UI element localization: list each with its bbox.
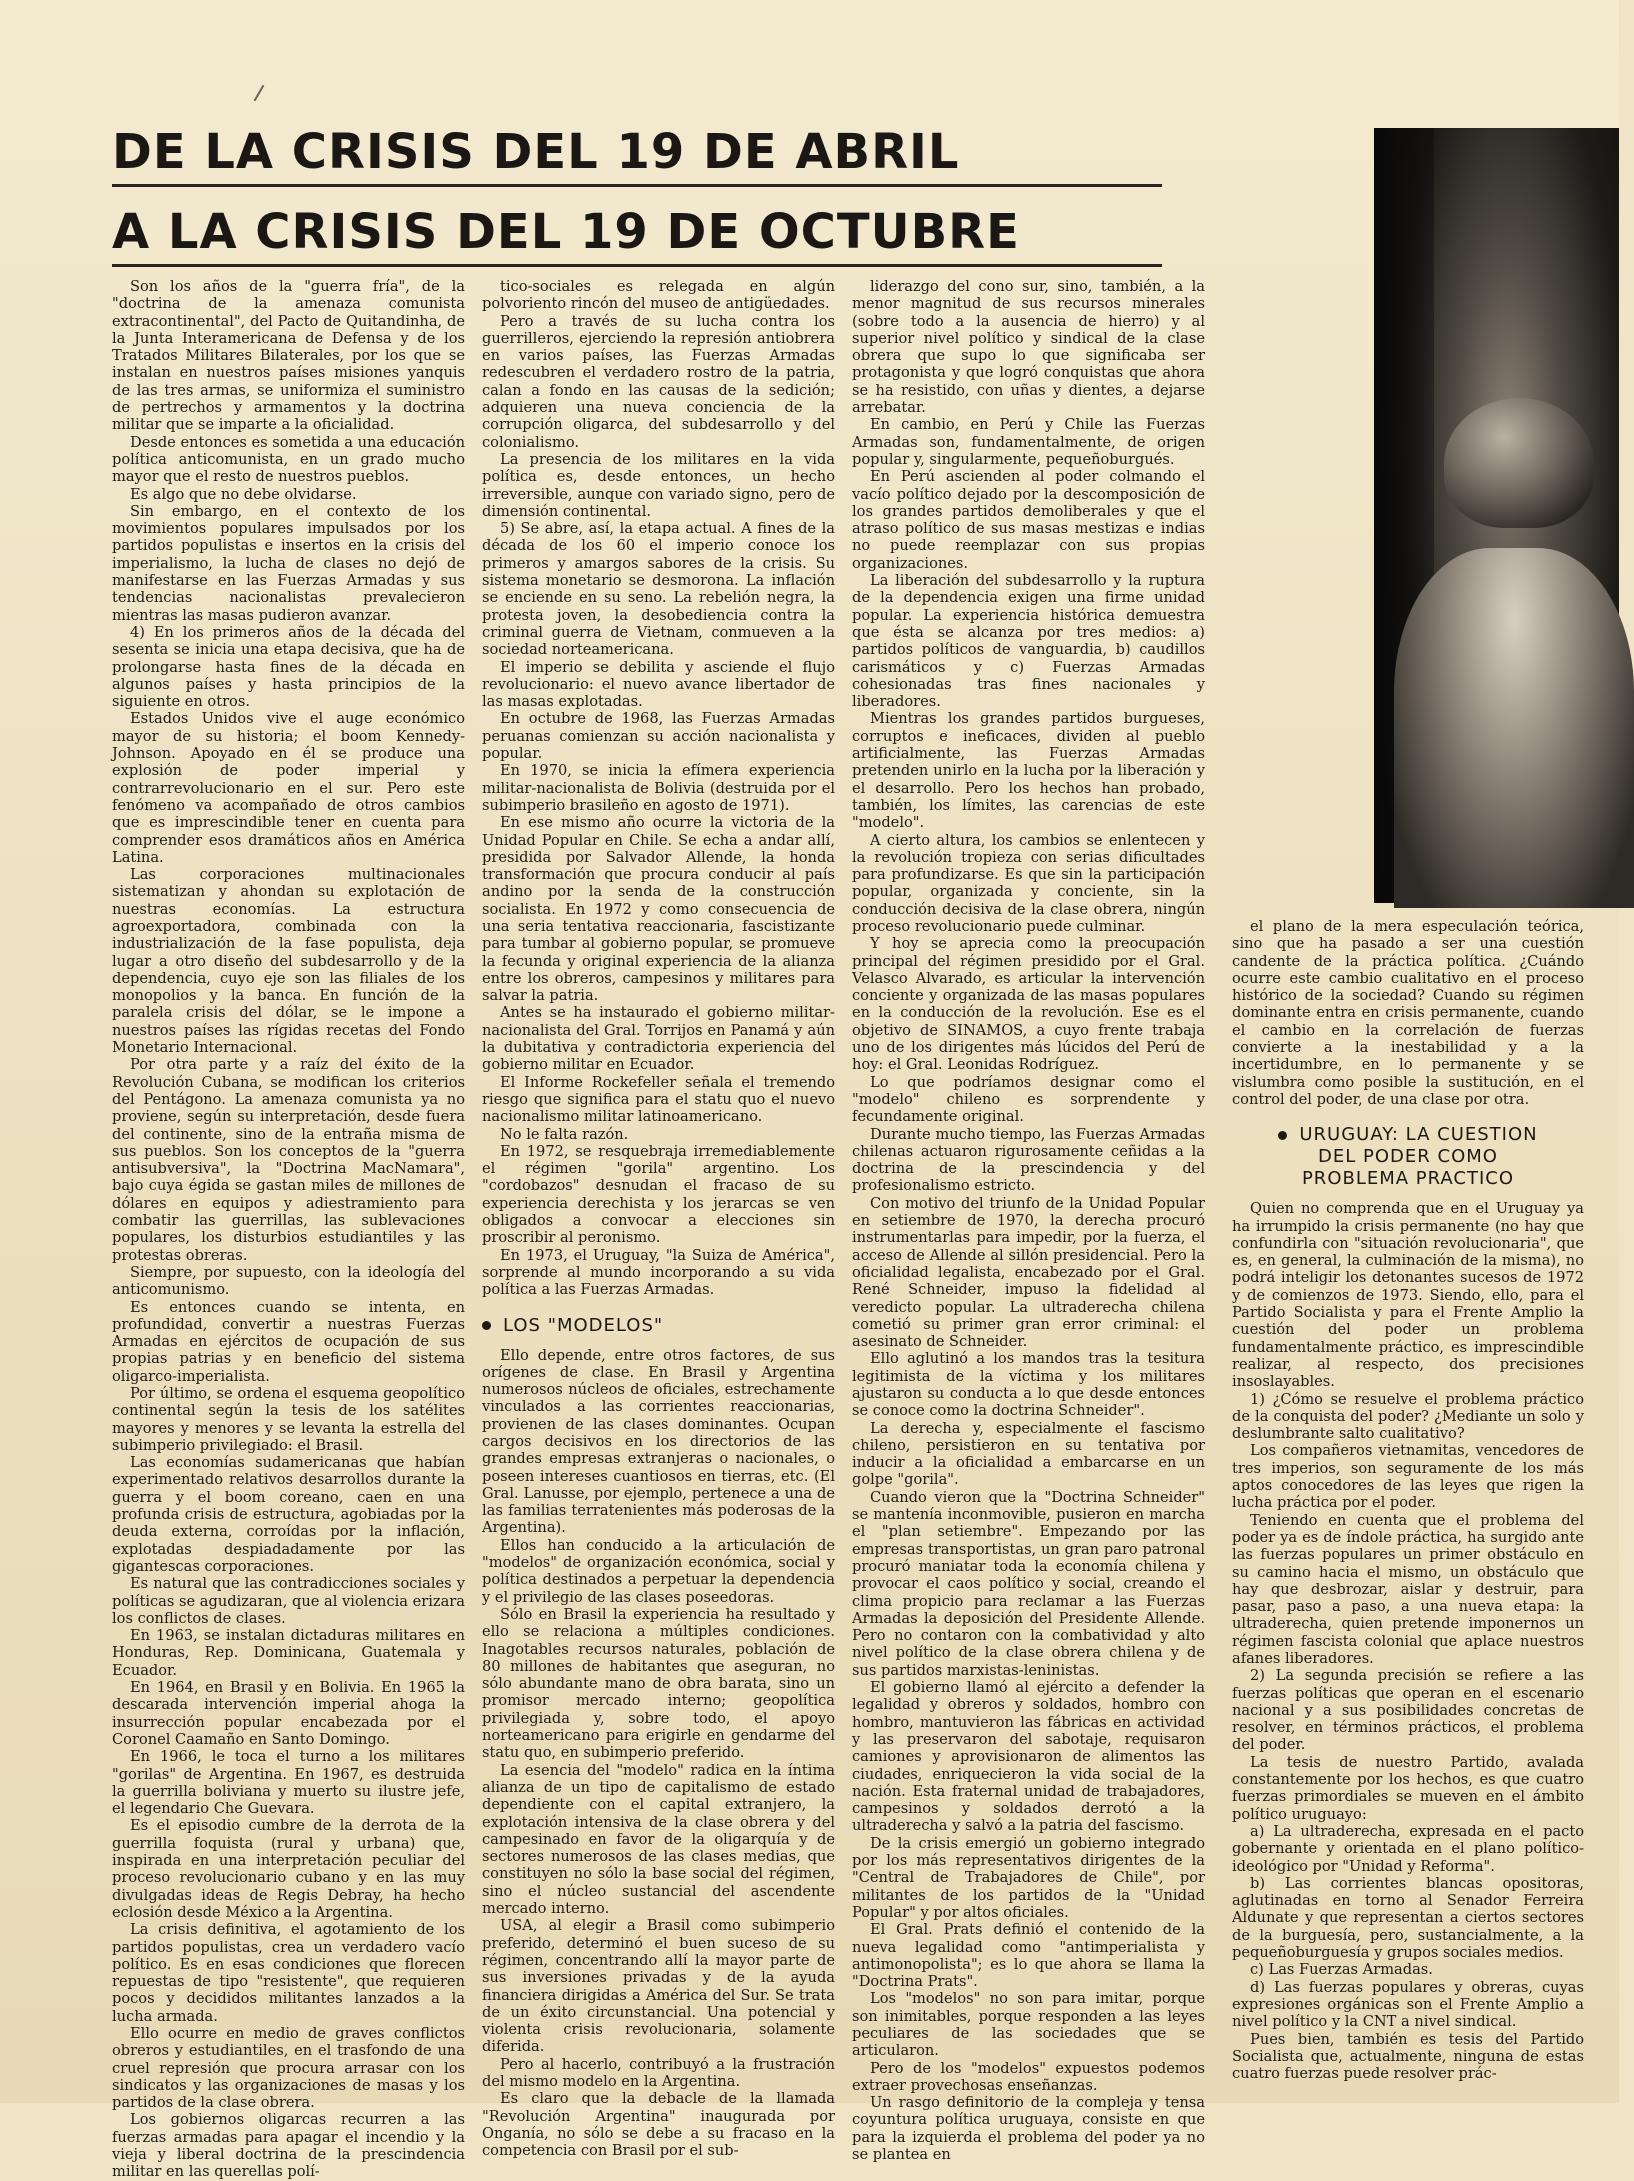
paragraph: No le falta razón. <box>500 1125 629 1143</box>
paragraph: a) La ultraderecha, expresada en el pacto gobernante y orientada en el plano político-ideológico por "Unidad y Reforma". <box>1232 1822 1584 1875</box>
paragraph: Quien no comprenda que en el Uruguay ya ha irrumpido la crisis permanente (no hay que confundirla con "situación revolucionaria", que es, en general, la culminación de la misma), no podrá inteligir los detonantes sucesos de 1972 y de comienzos de 1973. Siendo, ello, para el Partido Socialista y para el Frente Amplio la cuestión del poder un problema fundamentalmente práctico, es imprescindible realizar, al respecto, dos precisiones insoslayables. <box>1232 1200 1584 1391</box>
paragraph: el plano de la mera especulación teórica, sino que ha pasado a ser una cuestión candente de la práctica política. ¿Cuándo ocurre este cambio cualitativo en el proceso histórico de la sociedad? Cuando su régimen dominante entra en crisis permanente, cuando el cambio en la correlación de fuerzas convierte a la inestabilidad y a la incertidumbre, en lo permanente y se vislumbra como posible la sustitución, en el control del poder, de una clase por otra. <box>1232 918 1584 1108</box>
paragraph: Desde entonces es sometida a una educación política anticomunista, en un grado mucho mayor que el resto de nuestros pueblos. <box>112 433 465 486</box>
paragraph: En 1966, le toca el turno a los militares "gorilas" de Argentina. En 1967, es destruida la guerrilla boliviana y muerto su ilustre jefe, el legendario Che Guevara. <box>112 1748 465 1818</box>
section-heading-modelos <box>482 1315 835 1337</box>
paragraph: El Gral. Prats definió el contenido de la nueva legalidad como "antimperialista y antimonopolista"; es lo que ahora se llama la "Doctrina Prats". <box>852 1921 1205 1991</box>
paragraph: El gobierno llamó al ejército a defender la legalidad y obreros y soldados, hombro con hombro, mantuvieron las fábricas en actividad y las preservaron del sabotaje, requisaron camiones y aprovisionaron de alimentos las ciudades, enriquecieron la vida social de la nación. Esta fraternal unidad de trabajadores, campesinos y soldados derrotó a la ultraderecha y salvó a la patria del fascismo. <box>852 1679 1205 1835</box>
paragraph: Es entonces cuando se intenta, en profundidad, convertir a nuestras Fuerzas Armadas en ejércitos de ocupación de sus propias patrias y en beneficio del sistema oligarco-imperialista. <box>112 1298 465 1385</box>
paragraph: El imperio se debilita y asciende el flujo revolucionario: el nuevo avance libertador de las masas explotadas. <box>482 658 835 711</box>
paragraph: Mientras los grandes partidos burgueses, corruptos e ineficaces, dividen al pueblo artificialmente, las Fuerzas Armadas pretenden unirlo en la lucha por la liberación y el desarrollo. Pero los hechos han probado, también, los límites, las carencias de este "modelo". <box>852 710 1205 832</box>
paragraph: La crisis definitiva, el agotamiento de los partidos populistas, crea un verdadero vacío político. Es en esas condiciones que florecen repuestas de tipo "resistente", que requieren pocos y decididos militantes lanzados a la lucha armada. <box>112 1921 465 2025</box>
paragraph: 4) En los primeros años de la década del sesenta se inicia una etapa decisiva, que ha de prolongarse hasta fines de la década en algunos países y hasta principios de la siguiente en otros. <box>112 623 465 711</box>
article-column-1 <box>112 278 465 2181</box>
article-column-3 <box>852 278 1205 2164</box>
paragraph: Las corporaciones multinacionales sistematizan y ahondan su explotación de nuestras economías. La estructura agroexportadora, combinada con la industrialización de la fase populista, deja lugar a otro diseño del subdesarrollo y de la dependencia, cuyo eje son las filiales de los monopolios y la banca. En función de la paralela crisis del dólar, se le impone a nuestros países las rígidas recetas del Fondo Monetario Internacional. <box>112 866 465 1057</box>
headline-line-2: A LA CRISIS DEL 19 DE OCTUBRE <box>112 204 1020 260</box>
paragraph: Es algo que no debe olvidarse. <box>130 485 357 503</box>
paragraph: Pero a través de su lucha contra los guerrilleros, ejerciendo la represión antiobrera en varios países, las Fuerzas Armadas redescubren el verdadero rostro de la patria, calan a fondo en las causas de la sedición; adquieren una nueva conciencia de la corrupción oligarca, del subdesarrollo y del colonialismo. <box>482 312 835 451</box>
paragraph: En Perú ascienden al poder colmando el vacío político dejado por la descomposición de los grandes partidos demoliberales y que el atraso político de sus masas mestizas e indias no puede reemplazar con sus propias organizaciones. <box>852 468 1205 572</box>
paragraph: Pues bien, también es tesis del Partido Socialista que, actualmente, ninguna de estas cuatro fuerzas puede resolver prác- <box>1232 2030 1584 2083</box>
paragraph: Y hoy se aprecia como la preocupación principal del régimen presidido por el Gral. Velasco Alvarado, es articular la intervención conciente y organizada de las masas populares en la conducción de la revolución. Ese es el objetivo de SINAMOS, a cuyo frente trabaja uno de los dirigentes más lúcidos del Perú de hoy: el Gral. Leonidas Rodríguez. <box>852 935 1205 1074</box>
paragraph: Ello aglutinó a los mandos tras la tesitura legitimista de la víctima y los militares ajustaron su conducta a lo que desde entonces se conoce como la doctrina Schneider". <box>852 1350 1205 1420</box>
section-heading-line-2: DEL PODER COMO <box>1318 1146 1498 1168</box>
paragraph: 2) La segunda precisión se refiere a las fuerzas políticas que operan en el escenario nacional y a sus posibilidades concretas de resolver, en términos prácticos, el problema del poder. <box>1232 1667 1584 1754</box>
paragraph: En 1963, se instalan dictaduras militares en Honduras, Rep. Dominicana, Guatemala y Ecuador. <box>112 1627 465 1679</box>
section-heading-line-1: URUGUAY: LA CUESTION <box>1299 1124 1538 1146</box>
article-column-4 <box>1232 918 1584 2083</box>
paragraph: En 1973, el Uruguay, "la Suiza de América", sorprende al mundo incorporando a su vida política a las Fuerzas Armadas. <box>482 1246 835 1299</box>
paragraph: d) Las fuerzas populares y obreras, cuyas expresiones orgánicas son el Frente Amplio a nivel político y la CNT a nivel sindical. <box>1232 1978 1584 2031</box>
paragraph: Antes se ha instaurado el gobierno militar-nacionalista del Gral. Torrijos en Panamá y aún la dubitativa y contradictoria experiencia del gobierno militar en Ecuador. <box>482 1004 835 1074</box>
paragraph: tico-sociales es relegada en algún polvoriento rincón del museo de antigüedades. <box>482 278 835 313</box>
paragraph: Estados Unidos vive el auge económico mayor de su historia; el boom Kennedy-Johnson. Apoyado en él se produce una explosión de poder imperial y contrarrevolucionario en el sur. Pero este fenómeno va acompañado de otros cambios que es imprescindible tener en cuenta para comprender esos dramáticos años en América Latina. <box>112 710 465 866</box>
paragraph: En ese mismo año ocurre la victoria de la Unidad Popular en Chile. Se echa a andar allí, presidida por Salvador Allende, la honda transformación que procura conducir al país andino por la senda de la construcción socialista. En 1972 y como consecuencia de una seria tentativa reaccionaria, fascistizante para tumbar al gobierno popular, se promueve la fecunda y original experiencia de la alianza entre los obreros, campesinos y militares para salvar la patria. <box>482 814 835 1005</box>
article-column-2 <box>482 278 835 2160</box>
paragraph: La liberación del subdesarrollo y la ruptura de la dependencia exigen una firme unidad popular. La experiencia histórica demuestra que ésta se alcanza por tres medios: a) partidos políticos de vanguardia, b) caudillos carismáticos y c) Fuerzas Armadas cohesionadas tras fines nacionales y liberadores. <box>852 572 1205 711</box>
paragraph: Lo que podríamos designar como el "modelo" chileno es sorprendente y fecundamente original. <box>852 1073 1205 1126</box>
headline-rule-2 <box>112 264 1162 267</box>
paragraph: Con motivo del triunfo de la Unidad Popular en setiembre de 1970, la derecha procuró instrumentarlas para impedir, por la fuerza, el acceso de Allende al sillón presidencial. Pero la oficialidad legalista, encabezado por el Gral. René Schneider, impuso la fidelidad al veredicto popular. La ultraderecha chilena cometió su primer gran error criminal: el asesinato de Schneider. <box>852 1194 1205 1351</box>
paragraph: Sólo en Brasil la experiencia ha resultado y ello se relaciona a múltiples condiciones. Inagotables recursos naturales, población de 80 millones de habitantes que aseguran, no sólo abundante mano de obra barata, sino un promisor mercado interno; geopolítica privilegiada y, sobre todo, el apoyo norteamericano para erigirle en gendarme del statu quo, en subimperio preferido. <box>482 1605 835 1762</box>
paragraph: Es natural que las contradicciones sociales y políticas se agudizaran, que al violencia erizara los conflictos de clases. <box>112 1575 465 1627</box>
paragraph: En 1972, se resquebraja irremediablemente el régimen "gorila" argentino. Los "cordobazos" desnudan el fracaso de su experiencia derechista y los jerarcas se ven obligados a convocar a elecciones sin proscribir al peronismo. <box>482 1142 835 1247</box>
section-heading-uruguay <box>1232 1124 1584 1190</box>
paragraph: La presencia de los militares en la vida política es, desde entonces, un hecho irreversible, aunque con variado signo, pero de dimensión continental. <box>482 450 835 520</box>
paragraph: b) Las corrientes blancas opositoras, aglutinadas en torno al Senador Ferreira Aldunate y que representan a ciertos sectores de la burguesía, pero, sustancialmente, a la pequeñoburguesía y grupos sociales medios. <box>1232 1874 1584 1962</box>
bullet-icon <box>482 1321 491 1330</box>
paragraph: 5) Se abre, así, la etapa actual. A fines de la década de los 60 el imperio conoce los primeros y amargos sabores de la crisis. Su sistema monetario se desmorona. La inflación se enciende en su seno. La rebelión negra, la protesta joven, la desobediencia contra la criminal guerra de Vietnam, conmueven a la sociedad norteamericana. <box>482 520 835 659</box>
paragraph: Un rasgo definitorio de la compleja y tensa coyuntura política uruguaya, consiste en que para la izquierda el problema del poder ya no se plantea en <box>852 2094 1205 2164</box>
paragraph: liderazgo del cono sur, sino, también, a la menor magnitud de sus recursos minerales (sobre todo a la ausencia de hierro) y al superior nivel político y sindical de la clase obrera que supo lo que significaba ser protagonista y que logró conquistas que ahora se ha resistido, con uñas y dientes, a dejarse arrebatar. <box>852 278 1205 417</box>
paragraph: La esencia del "modelo" radica en la íntima alianza de un tipo de capitalismo de estado dependiente con el capital extranjero, la explotación intensiva de la clase obrera y del campesinado en favor de la oligarquía y de sectores numerosos de las clases medias, que constituyen no sólo la base social del régimen, sino el núcleo sustancial del ascendente mercado interno. <box>482 1761 835 1918</box>
paragraph: A cierto altura, los cambios se enlentecen y la revolución tropieza con serias dificultades para profundizarse. Es que sin la participación popular, organizada y conciente, sin la conducción decisiva de la clase obrera, ningún proceso revolucionario puede culminar. <box>852 831 1205 935</box>
paragraph: Por último, se ordena el esquema geopolítico continental según la tesis de los satélites mayores y menores y se levanta la estrella del subimperio privilegiado: el Brasil. <box>112 1385 465 1454</box>
headline-line-1: DE LA CRISIS DEL 19 DE ABRIL <box>112 124 960 180</box>
paragraph: Por otra parte y a raíz del éxito de la Revolución Cubana, se modifican los criterios del Pentágono. La amenaza comunista ya no proviene, según su interpretación, desde fuera del continente, sino de la entraña misma de sus pueblos. Son los conceptos de la "guerra antisubversiva", la "Doctrina MacNamara", bajo cuya égida se gastan miles de millones de dólares en equipos y adiestramiento para combatir las guerrillas, las sublevaciones populares, los disturbios estudiantiles y las protestas obreras. <box>112 1056 465 1264</box>
paragraph: La tesis de nuestro Partido, avalada constantemente por los hechos, es que cuatro fuerzas primordiales se mueven en el ámbito político uruguayo: <box>1232 1753 1584 1823</box>
paragraph: En octubre de 1968, las Fuerzas Armadas peruanas comienzan su acción nacionalista y popular. <box>482 710 835 763</box>
paragraph: USA, al elegir a Brasil como subimperio preferido, determinó el buen suceso de su régimen, concentrando allí la mayor parte de sus inversiones privadas y de la ayuda financiera dirigidas a América del Sur. Se trata de un éxito circunstancial. Una potencial y violenta crisis revolucionaria, solamente diferida. <box>482 1917 835 2056</box>
bullet-icon <box>1278 1131 1287 1140</box>
paragraph: Las economías sudamericanas que habían experimentado relativos desarrollos durante la guerra y el boom coreano, caen en una profunda crisis de estructura, agobiadas por la deuda externa, corroídas por la inflación, explotadas despiadadamente por las gigantescas corporaciones. <box>112 1454 465 1575</box>
paragraph: Siempre, por supuesto, con la ideología del anticomunismo. <box>112 1263 465 1299</box>
section-heading-text: LOS "MODELOS" <box>503 1314 664 1336</box>
paragraph: El Informe Rockefeller señala el tremendo riesgo que significa para el statu quo el nuevo nacionalismo militar latinoamericano. <box>482 1073 835 1126</box>
paragraph: c) Las Fuerzas Armadas. <box>1250 1961 1433 1979</box>
paragraph: Pero al hacerlo, contribuyó a la frustración del mismo modelo en la Argentina. <box>482 2055 835 2090</box>
section-heading-line-3: PROBLEMA PRACTICO <box>1301 1168 1515 1190</box>
paragraph: Los "modelos" no son para imitar, porque son inimitables, porque responden a las leyes peculiares de las sociedades que se articularon. <box>852 1990 1205 2060</box>
paragraph: Cuando vieron que la "Doctrina Schneider" se mantenía inconmovible, pusieron en marcha el "plan setiembre". Empezando por las empresas transportistas, un gran paro patronal procuró maniatar toda la economía chilena y provocar el caos político y social, creando el clima propicio para reclamar a las Fuerzas Armadas la deposición del Presidente Allende. Pero no contaron con la combatividad y alto nivel político de la clase obrera chilena y de sus partidos marxistas-leninistas. <box>852 1488 1205 1679</box>
paragraph: Sin embargo, en el contexto de los movimientos populares impulsados por los partidos populistas e insertos en la crisis del imperialismo, la lucha de clases no dejó de manifestarse en las Fuerzas Armadas y sus tendencias nacionalistas prevalecieron mientras las masas pudieron avanzar. <box>112 502 465 624</box>
paragraph: Ello ocurre en medio de graves conflictos obreros y estudiantiles, en el trasfondo de una cruel represión que procura arrasar con los sindicatos y las organizaciones de masas y los partidos de la clase obrera. <box>112 2024 465 2112</box>
paragraph: En 1964, en Brasil y en Bolivia. En 1965 la descarada intervención imperial ahoga la insurrección popular encabezada por el Coronel Caamaño en Santo Domingo. <box>112 1679 465 1748</box>
headline-rule-1 <box>112 184 1162 187</box>
figure-shape <box>1394 548 1634 908</box>
paragraph: En 1970, se inicia la efímera experiencia militar-nacionalista de Bolivia (destruida por el subimperio brasileño en agosto de 1971). <box>482 762 835 814</box>
photo-soldier-helmet-icon <box>1374 128 1619 903</box>
helmet-shape <box>1444 398 1594 528</box>
paragraph: Los gobiernos oligarcas recurren a las fuerzas armadas para apagar el incendio y la vieja y liberal doctrina de la prescindencia militar en las querellas polí- <box>112 2111 465 2181</box>
paragraph: Ellos han conducido a la articulación de "modelos" de organización económica, social y política destinados a perpetuar la dependencia y el privilegio de las clases poseedoras. <box>482 1536 835 1606</box>
paragraph: Teniendo en cuenta que el problema del poder ya es de índole práctica, ha surgido ante las fuerzas populares un primer obstáculo en su camino hacia el mismo, un obstáculo que hay que desbrozar, aislar y destruir, para pasar, paso a paso, a una nueva etapa: la ultraderecha, quien pretende imponernos un régimen fascista colonial que aplace nuestros afanes liberadores. <box>1232 1511 1584 1667</box>
paragraph: Es el episodio cumbre de la derrota de la guerrilla foquista (rural y urbana) que, inspirada en una interpretación peculiar del proceso revolucionario cubano y en las muy divulgadas ideas de Regis Debray, ha hecho eclosión desde México a la Argentina. <box>112 1817 465 1921</box>
paragraph: 1) ¿Cómo se resuelve el problema práctico de la conquista del poder? ¿Mediante un solo y deslumbrante salto cualitativo? <box>1232 1390 1584 1443</box>
paragraph: De la crisis emergió un gobierno integrado por los más representativos dirigentes de la "Central de Trabajadores de Chile", por militantes de los partidos de la "Unidad Popular" y por altos oficiales. <box>852 1834 1205 1921</box>
pen-mark <box>254 85 265 102</box>
paragraph: Es claro que la debacle de la llamada "Revolución Argentina" inaugurada por Onganía, no sólo se debe a su fracaso en la competencia con Brasil por el sub- <box>482 2090 835 2160</box>
paragraph: Ello depende, entre otros factores, de sus orígenes de clase. En Brasil y Argentina numerosos núcleos de oficiales, estrechamente vinculados a las corrientes reaccionarias, provienen de las clases dominantes. Ocupan cargos decisivos en los directorios de las grandes empresas extranjeras o nacionales, o poseen intereses cuantiosos en tierras, etc. (El Gral. Lanusse, por ejemplo, pertenece a una de las familias terratenientes más poderosas de la Argentina). <box>482 1346 835 1537</box>
paragraph: Pero de los "modelos" expuestos podemos extraer provechosas enseñanzas. <box>852 2059 1205 2094</box>
paragraph: Los compañeros vietnamitas, vencedores de tres imperios, son seguramente de los más aptos conocedores de las leyes que rigen la lucha práctica por el poder. <box>1232 1442 1584 1512</box>
paragraph: En cambio, en Perú y Chile las Fuerzas Armadas son, fundamentalmente, de origen popular y, singularmente, pequeñoburgués. <box>852 416 1205 468</box>
paragraph: Durante mucho tiempo, las Fuerzas Armadas chilenas actuaron rigurosamente ceñidas a la doctrina de la prescindencia y del profesionalismo estricto. <box>852 1125 1205 1195</box>
paragraph: La derecha y, especialmente el fascismo chileno, persistieron en su tentativa por inducir a la oficialidad a embarcarse en un golpe "gorila". <box>852 1419 1205 1489</box>
paragraph: Son los años de la "guerra fría", de la "doctrina de la amenaza comunista extracontinental", del Pacto de Quitandinha, de la Junta Interamericana de Defensa y de los Tratados Militares Bilaterales, por los que se instalan en nuestros países misiones yanquis de las tres armas, se uniformiza el suministro de pertrechos y armamentos y la doctrina militar que se imparte a la oficialidad. <box>112 278 465 434</box>
